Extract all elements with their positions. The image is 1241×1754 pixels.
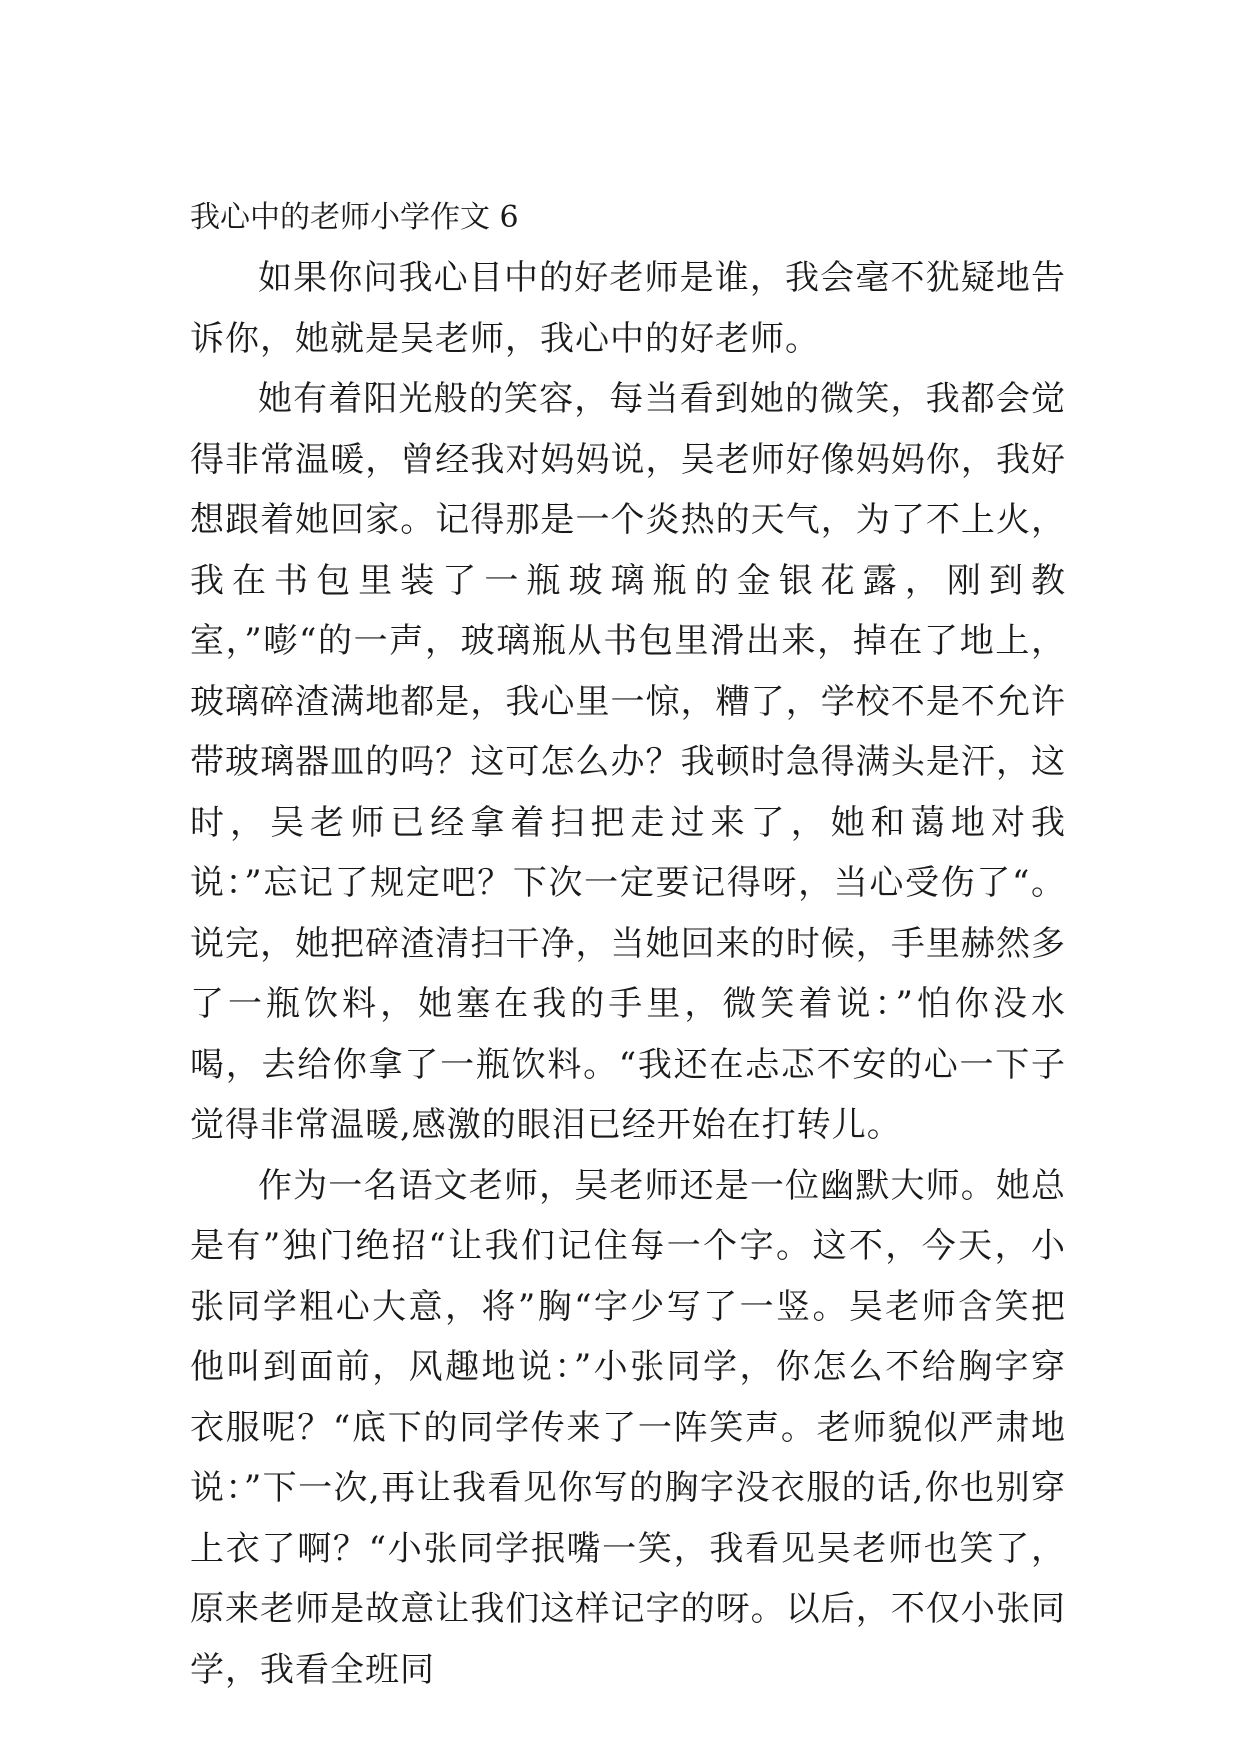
document-title: 我心中的老师小学作文 6 bbox=[190, 200, 519, 235]
paragraph-2: 她有着阳光般的笑容，每当看到她的微笑，我都会觉得非常温暖，曾经我对妈妈说，吴老师好像妈妈你，我好想跟着她回家。记得那是一个炎热的天气，为了不上火，我在书包里装了一瓶玻璃瓶的金银花露，刚到教室，”嘭“的一声，玻璃瓶从书包里滑出来，掉在了地上，玻璃碎渣满地都是，我心里一惊，糟了，学校不是不允许带玻璃器皿的吗？这可怎么办？我顿时急得满头是汗，这时，吴老师已经拿着扫把走过来了，她和蔼地对我说：”忘记了规定吧？下次一定要记得呀，当心受伤了“。说完，她把碎渣清扫干净，当她回来的时候，手里赫然多了一瓶饮料，她塞在我的手里，微笑着说：”怕你没水喝，去给你拿了一瓶饮料。“我还在忐忑不安的心一下子觉得非常温暖,感激的眼泪已经开始在打转儿。 bbox=[190, 379, 1066, 1145]
document-page bbox=[190, 188, 1066, 1700]
paragraph-3: 作为一名语文老师，吴老师还是一位幽默大师。她总是有”独门绝招“让我们记住每一个字。这不，今天，小张同学粗心大意，将”胸“字少写了一竖。吴老师含笑把他叫到面前，风趣地说：”小张同学，你怎么不给胸字穿衣服呢？“底下的同学传来了一阵笑声。老师貌似严肃地说：”下一次,再让我看见你写的胸字没衣服的话,你也别穿上衣了啊？“小张同学抿嘴一笑，我看见吴老师也笑了，原来老师是故意让我们这样记字的呀。以后，不仅小张同学，我看全班同 bbox=[190, 1165, 1066, 1690]
paragraph-1: 如果你问我心目中的好老师是谁，我会毫不犹疑地告诉你，她就是吴老师，我心中的好老师。 bbox=[190, 258, 1066, 359]
